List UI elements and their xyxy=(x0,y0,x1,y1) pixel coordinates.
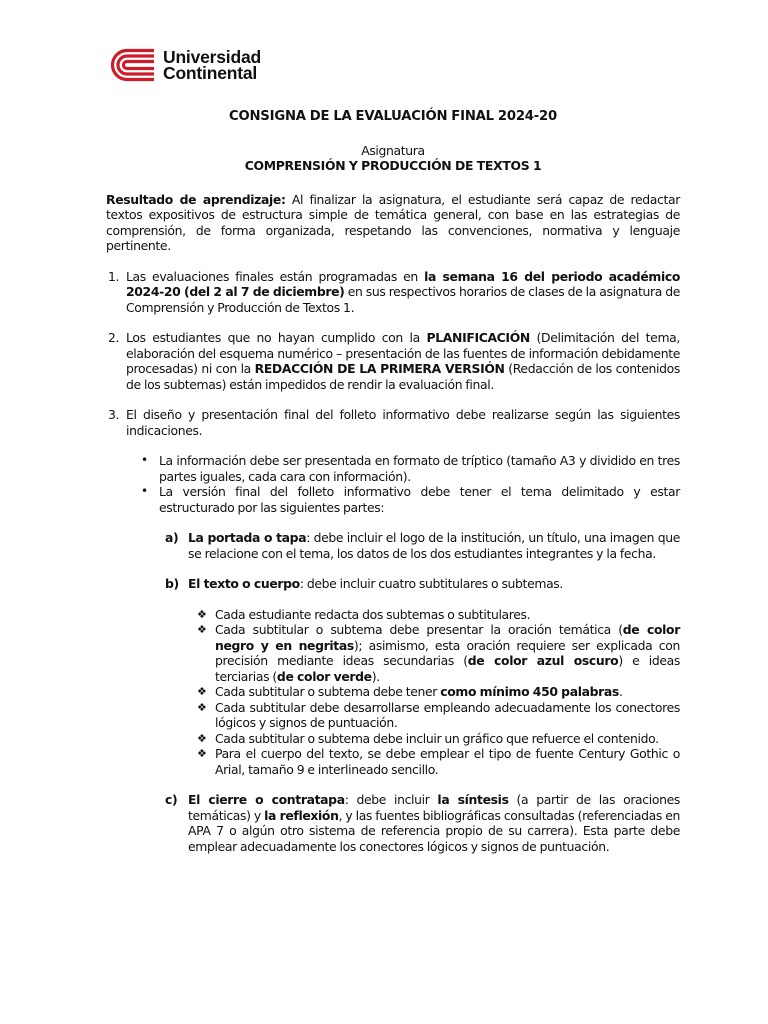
diamond-item-1 xyxy=(106,607,680,623)
bold-run: de color azul oscuro xyxy=(467,653,619,668)
university-name xyxy=(163,49,261,81)
diamond-item-3 xyxy=(106,684,680,700)
part-c xyxy=(106,792,680,854)
numbered-item-3 xyxy=(106,407,680,438)
bold-run: REDACCIÓN DE LA PRIMERA VERSIÓN xyxy=(254,361,505,376)
part-text xyxy=(188,576,680,592)
bold-run: La portada o tapa xyxy=(188,530,307,545)
bold-run: la semana 16 del periodo académico 2024-20 (del 2 al 7 de diciembre) xyxy=(126,268,680,299)
part-text xyxy=(188,530,680,561)
diamond-bullet-icon: ❖ xyxy=(197,731,207,745)
continental-c-icon xyxy=(110,48,156,82)
item-number: 1. xyxy=(108,268,120,284)
text-run: Los estudiantes que no hayan cumplido con la xyxy=(126,330,427,345)
bullet-item-1 xyxy=(106,453,680,484)
diamond-bullet-icon: ❖ xyxy=(197,607,207,621)
document-body xyxy=(106,109,680,869)
part-letter: a) xyxy=(165,530,179,545)
text-run: Cada subtitular o subtema debe presentar la oración temática ( xyxy=(215,622,623,637)
bold-run: la síntesis xyxy=(437,792,509,807)
item-number: 2. xyxy=(108,330,120,345)
numbered-item-2 xyxy=(106,330,680,392)
university-name-line1: Universidad xyxy=(163,47,261,67)
text-run: ); asimismo, esta oración requiere ser explicada con precisión mediante ideas secundarias ( xyxy=(215,637,680,668)
numbered-item-1 xyxy=(106,269,680,316)
diamond-bullet-icon: ❖ xyxy=(197,623,207,636)
university-logo xyxy=(110,48,261,82)
document-title: CONSIGNA DE LA EVALUACIÓN FINAL 2024-20 xyxy=(228,109,557,124)
item-text xyxy=(126,269,680,316)
bullet-text: La información debe ser presentada en formato de tríptico (tamaño A3 y dividido en tres partes iguales, cada cara con información). xyxy=(159,453,680,484)
text-run: : debe incluir cuatro subtitulares o subtemas. xyxy=(299,576,564,591)
diamond-text: Cada subtitular debe desarrollarse empleando adecuadamente los conectores lógicos y signos de puntuación. xyxy=(215,699,680,730)
item-number: 3. xyxy=(108,407,120,422)
diamond-item-2 xyxy=(106,622,680,684)
bullet-icon: • xyxy=(141,484,148,498)
diamond-item-4 xyxy=(106,700,680,731)
university-name-line2: Continental xyxy=(163,63,258,83)
bold-run: de color negro y en negritas xyxy=(215,622,680,653)
part-text xyxy=(188,792,680,854)
text-run: (Redacción de los contenidos de los subtemas) están impedidos de rendir la evaluación final. xyxy=(126,361,680,392)
bold-run: El cierre o contratapa xyxy=(188,792,345,807)
learning-outcome-text: Al finalizar la asignatura, el estudiante será capaz de redactar textos expositivos de estructura simple de temática general, con base en las estrategias de comprensión, de forma organizada, respetando las convenciones, normativa y lenguaje pertinente. xyxy=(106,191,680,253)
subject-name: COMPRENSIÓN Y PRODUCCIÓN DE TEXTOS 1 xyxy=(244,158,542,173)
bold-run: la reflexión xyxy=(264,807,339,823)
bullet-text: La versión final del folleto informativo debe tener el tema delimitado y estar estructurado por las siguientes partes: xyxy=(159,484,680,515)
diamond-item-5 xyxy=(106,731,680,747)
text-run: (a partir de las oraciones temáticas) y xyxy=(188,792,680,823)
part-b xyxy=(106,576,680,592)
text-run: Cada subtitular o subtema debe tener xyxy=(215,684,441,699)
text-run: : debe incluir el logo de la institución, un título, una imagen que se relacione con el tema, los datos de los dos estudiantes integrantes y la fecha. xyxy=(188,530,680,561)
diamond-bullet-icon: ❖ xyxy=(197,685,207,698)
diamond-text: Cada estudiante redacta dos subtemas o subtitulares. xyxy=(215,606,531,622)
part-letter: c) xyxy=(165,792,178,807)
bold-run: PLANIFICACIÓN xyxy=(426,330,530,345)
part-letter: b) xyxy=(165,576,179,591)
item-text: El diseño y presentación final del folleto informativo debe realizarse según las siguientes indicaciones. xyxy=(126,407,680,438)
diamond-text: Cada subtitular o subtema debe incluir un gráfico que refuerce el contenido. xyxy=(215,730,659,746)
text-run: (Delimitación del tema, elaboración del esquema numérico – presentación de las fuentes de información debidamente procesadas) ni con la xyxy=(126,330,681,376)
bullet-icon: • xyxy=(141,453,148,467)
text-run: Las evaluaciones finales están programadas en xyxy=(126,268,425,284)
text-run: ) e ideas terciarias ( xyxy=(215,653,680,684)
diamond-list xyxy=(106,607,680,778)
text-run: en sus respectivos horarios de clases de la asignatura de Comprensión y Producción de Textos 1. xyxy=(126,284,680,315)
diamond-bullet-icon: ❖ xyxy=(197,747,207,760)
item-text xyxy=(126,330,680,392)
text-run: , y las fuentes bibliográficas consultadas (referenciadas en APA 7 o algún otro sistema de referencia propio de su carrera). Esta parte debe emplear adecuadamente los conectores lógicos y signos de puntuación. xyxy=(188,807,681,854)
bullet-item-2 xyxy=(106,484,680,515)
diamond-text xyxy=(215,622,680,684)
text-run: : debe incluir xyxy=(344,792,438,807)
diamond-bullet-icon: ❖ xyxy=(197,700,207,714)
text-run: . xyxy=(618,684,623,699)
diamond-item-6 xyxy=(106,746,680,777)
subject-label: Asignatura xyxy=(361,142,425,158)
bold-run: El texto o cuerpo xyxy=(188,576,300,591)
diamond-text xyxy=(215,684,680,700)
bullet-list xyxy=(106,453,680,515)
learning-outcome-label: Resultado de aprendizaje: xyxy=(106,191,286,207)
text-run: ). xyxy=(371,668,380,684)
diamond-text: Para el cuerpo del texto, se debe emplear el tipo de fuente Century Gothic o Arial, tamaño 9 e interlineado sencillo. xyxy=(215,746,680,777)
bold-run: como mínimo 450 palabras xyxy=(440,684,619,699)
part-a xyxy=(106,530,680,561)
learning-outcome xyxy=(106,192,680,254)
bold-run: de color verde xyxy=(276,668,372,684)
